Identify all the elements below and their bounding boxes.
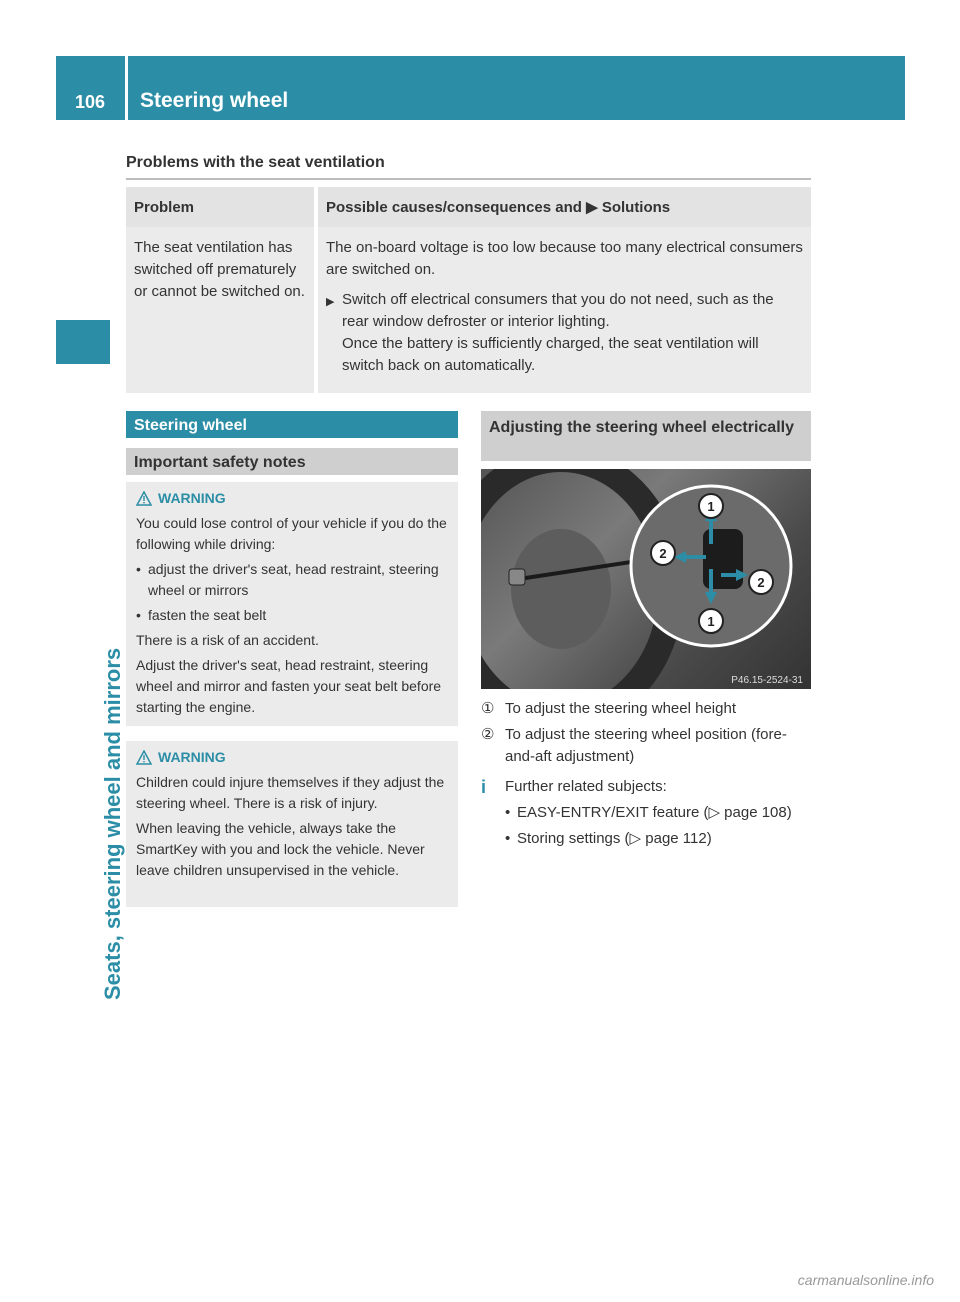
legend-number: ②	[481, 726, 495, 743]
step-arrow-icon: ▶	[326, 296, 335, 308]
table-row	[126, 227, 811, 393]
warning-text-1: Children could injure themselves if they adjust the steering wheel. There is a risk of injury.	[136, 774, 445, 811]
warning-triangle-icon	[136, 491, 152, 506]
adjusting-heading: Adjusting the steering wheel electrically	[481, 411, 811, 461]
legend-number: ①	[481, 700, 495, 717]
solution-step	[326, 289, 803, 377]
side-tab-label: Seats, steering wheel and mirrors	[100, 647, 125, 1000]
list-item-text: adjust the driver's seat, head restraint, steering wheel or mirrors	[148, 561, 439, 598]
step-result-text: Once the battery is sufficiently charged, the seat ventilation will switch back on automatically.	[342, 335, 759, 374]
warning-title-text: WARNING	[158, 490, 226, 506]
warning-title-text: WARNING	[158, 749, 226, 765]
col-solutions-header: Possible causes/consequences and ▶ Solutions	[316, 187, 811, 227]
legend-item	[481, 698, 811, 720]
warning-advice: Adjust the driver's seat, head restraint, steering wheel and mirror and fasten your seat belt before starting the engine.	[136, 657, 442, 715]
steering-column-photo	[481, 469, 811, 689]
legend	[481, 698, 811, 850]
svg-text:1: 1	[707, 614, 715, 629]
list-item-text: fasten the seat belt	[148, 607, 267, 623]
warning-risk: There is a risk of an accident.	[136, 632, 319, 648]
solution-cell	[316, 227, 811, 393]
warning-intro: You could lose control of your vehicle if you do the following while driving:	[136, 515, 447, 552]
warning-text-2: When leaving the vehicle, always take the SmartKey with you and lock the vehicle. Never leave children unsupervised in the vehicle.	[136, 820, 425, 878]
svg-text:2: 2	[757, 575, 765, 590]
info-label: Further related subjects:	[505, 778, 667, 795]
steering-wheel-heading: Steering wheel	[126, 411, 458, 438]
info-row	[481, 776, 811, 798]
heading-rule	[126, 178, 811, 180]
col-problem-header: Problem	[126, 187, 316, 227]
page-number: 106	[74, 92, 106, 112]
warning-triangle-icon	[136, 750, 152, 765]
side-tab-block	[56, 320, 110, 364]
warning-box-1	[126, 482, 458, 726]
related-link[interactable]: EASY-ENTRY/EXIT feature (▷ page 108)	[517, 804, 792, 821]
related-link[interactable]: Storing settings (▷ page 112)	[517, 830, 712, 847]
step-text: Switch off electrical consumers that you do not need, such as the rear window defroster or interior lighting.	[342, 291, 774, 330]
problems-table	[126, 187, 811, 393]
legend-item	[481, 724, 811, 768]
table-header-row	[126, 187, 811, 227]
header-separator	[125, 56, 128, 120]
warning-box-2	[126, 741, 458, 907]
section-title: Steering wheel	[140, 89, 289, 112]
problem-cell: The seat ventilation has switched off prematurely or cannot be switched on.	[126, 227, 316, 393]
cause-text: The on-board voltage is too low because too many electrical consumers are switched on.	[326, 239, 803, 278]
legend-text: To adjust the steering wheel position (fore-and-aft adjustment)	[505, 726, 787, 765]
footer-watermark: carmanualsonline.info	[797, 1272, 934, 1288]
list-item: • fasten the seat belt	[136, 605, 448, 626]
list-item: • EASY-ENTRY/EXIT feature (▷ page 108)	[505, 802, 811, 824]
safety-notes-heading: Important safety notes	[126, 448, 458, 475]
list-item: • adjust the driver's seat, head restraint, steering wheel or mirrors	[136, 559, 448, 601]
image-code: P46.15-2524-31	[731, 675, 803, 686]
legend-text: To adjust the steering wheel height	[505, 700, 736, 717]
warning-title	[136, 747, 448, 768]
svg-text:1: 1	[707, 499, 715, 514]
svg-text:2: 2	[659, 546, 667, 561]
info-icon: i	[481, 777, 487, 797]
problems-heading: Problems with the seat ventilation	[126, 154, 385, 171]
warning-title	[136, 488, 448, 509]
steering-adjust-illustration	[481, 469, 811, 689]
list-item: • Storing settings (▷ page 112)	[505, 828, 811, 850]
